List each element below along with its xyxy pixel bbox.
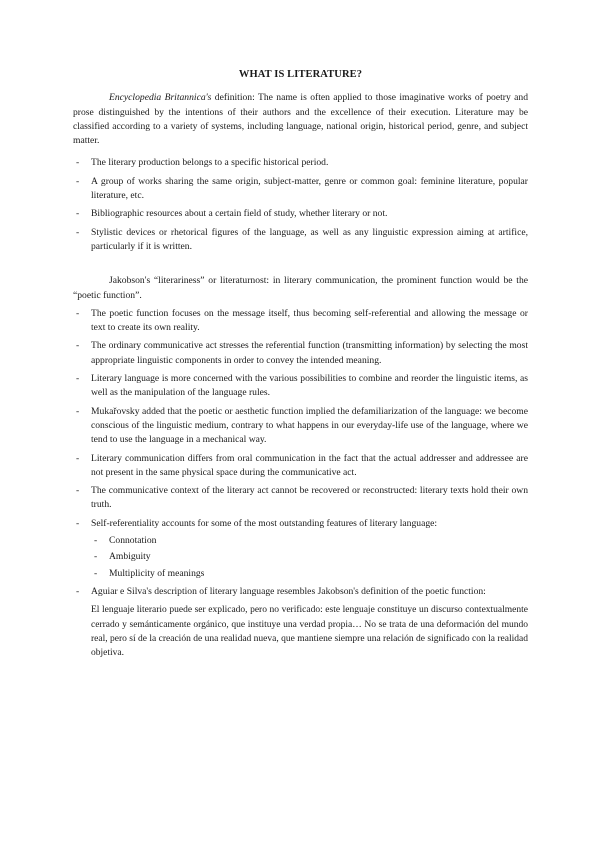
bullet-dash: -	[76, 307, 80, 319]
list-item-text: The poetic function focuses on the message itself, thus becoming self-referential and allowing the message or text to create its own reality.	[91, 307, 528, 334]
bullet-dash: -	[76, 157, 80, 169]
page-title: WHAT IS LITERATURE?	[238, 69, 363, 80]
bullet-dash: -	[76, 585, 80, 597]
list-item	[73, 207, 528, 221]
list-item	[73, 307, 528, 336]
spanish-quote: El lenguaje literario puede ser explicado, pero no verificado: este lenguaje constituye un discurso contextualmente cerrado y semánticamente orgánico, que instituye una verdad propia… No se trata de una deformación del mundo real, pero sí de la creación de una realidad nueva, que mantiene siempre una relación de significado con la realidad objetiva.	[91, 605, 528, 659]
sublist-item	[91, 550, 528, 564]
list-item-text: The ordinary communicative act stresses the referential function (transmitting information) by selecting the most appropriate linguistic components in order to convey the intended meaning.	[91, 340, 528, 366]
sublist-item	[91, 534, 528, 548]
bullet-dash: -	[76, 175, 80, 187]
bullet-dash: -	[94, 567, 98, 579]
bullet-dash: -	[76, 226, 80, 238]
list-item-text: Mukařovsky added that the poetic or aesthetic function implied the defamiliarization of the language: we become conscious of the linguistic medium, contrary to what happens in our everyday-life use of the language, where we tend to use the language in a mechanical way.	[91, 405, 528, 446]
bullet-dash: -	[76, 517, 80, 529]
list-item-text: Literary communication differs from oral communication in the fact that the actual addresser and addressee are not present in the same physical space during the communicative act.	[91, 452, 528, 478]
list-item-self-referentiality	[73, 517, 528, 581]
section-spacer	[73, 258, 528, 274]
intro-text: definition: The name is often applied to those imaginative works of poetry and prose distinguished by the intentions of their authors and the excellence of their execution. Literature may be classified according to a variety of systems, including language, national origin, historical period, genre, and subject matter.	[73, 92, 528, 147]
bullet-dash: -	[76, 405, 80, 417]
list-item-text: Stylistic devices or rhetorical figures of the language, as well as any linguistic expression aiming at artifice, particularly if it is written.	[91, 226, 528, 252]
bullet-dash: -	[76, 485, 80, 497]
bullet-dash: -	[76, 373, 80, 385]
list-item-aguiar	[73, 585, 528, 660]
bullet-dash: -	[76, 452, 80, 464]
list-item	[73, 339, 528, 368]
sublist-item-text: Multiplicity of meanings	[109, 567, 205, 579]
document-body	[73, 68, 528, 664]
list-item	[73, 484, 528, 513]
sublist-item-text: Ambiguity	[109, 551, 151, 563]
list-item-text: The communicative context of the literary act cannot be recovered or reconstructed: literary texts hold their own truth.	[91, 485, 528, 511]
list-item	[73, 405, 528, 448]
poetic-function-list	[73, 307, 528, 661]
bullet-dash: -	[76, 340, 80, 352]
definitions-list	[73, 156, 528, 254]
list-item-text: A group of works sharing the same origin, subject-matter, genre or common goal: feminine literature, popular literature, etc.	[91, 175, 528, 202]
list-item-text: Aguiar e Silva's description of literary language resembles Jakobson's definition of the poetic function:	[91, 585, 486, 597]
intro-source: Encyclopedia Britannica's	[109, 92, 212, 104]
sublist-item-text: Connotation	[109, 535, 157, 547]
features-sublist	[91, 534, 528, 581]
list-item-text: The literary production belongs to a specific historical period.	[91, 157, 329, 169]
list-item	[73, 372, 528, 401]
bullet-dash: -	[94, 551, 98, 563]
list-item	[73, 226, 528, 255]
list-item	[73, 175, 528, 204]
list-item-text: Self-referentiality accounts for some of the most outstanding features of literary language:	[91, 517, 438, 529]
jakobson-paragraph: Jakobson's “literariness” or literaturnost: in literary communication, the prominent function would be the “poetic function”.	[73, 275, 528, 301]
list-item	[73, 452, 528, 481]
intro-paragraph	[73, 91, 528, 148]
list-item-text: Bibliographic resources about a certain field of study, whether literary or not.	[91, 208, 388, 220]
list-item-text: Literary language is more concerned with the various possibilities to combine and reorder the linguistic items, as well as the manipulation of the language rules.	[91, 373, 528, 399]
bullet-dash: -	[94, 535, 98, 547]
list-item	[73, 156, 528, 170]
bullet-dash: -	[76, 208, 80, 220]
sublist-item	[91, 567, 528, 581]
